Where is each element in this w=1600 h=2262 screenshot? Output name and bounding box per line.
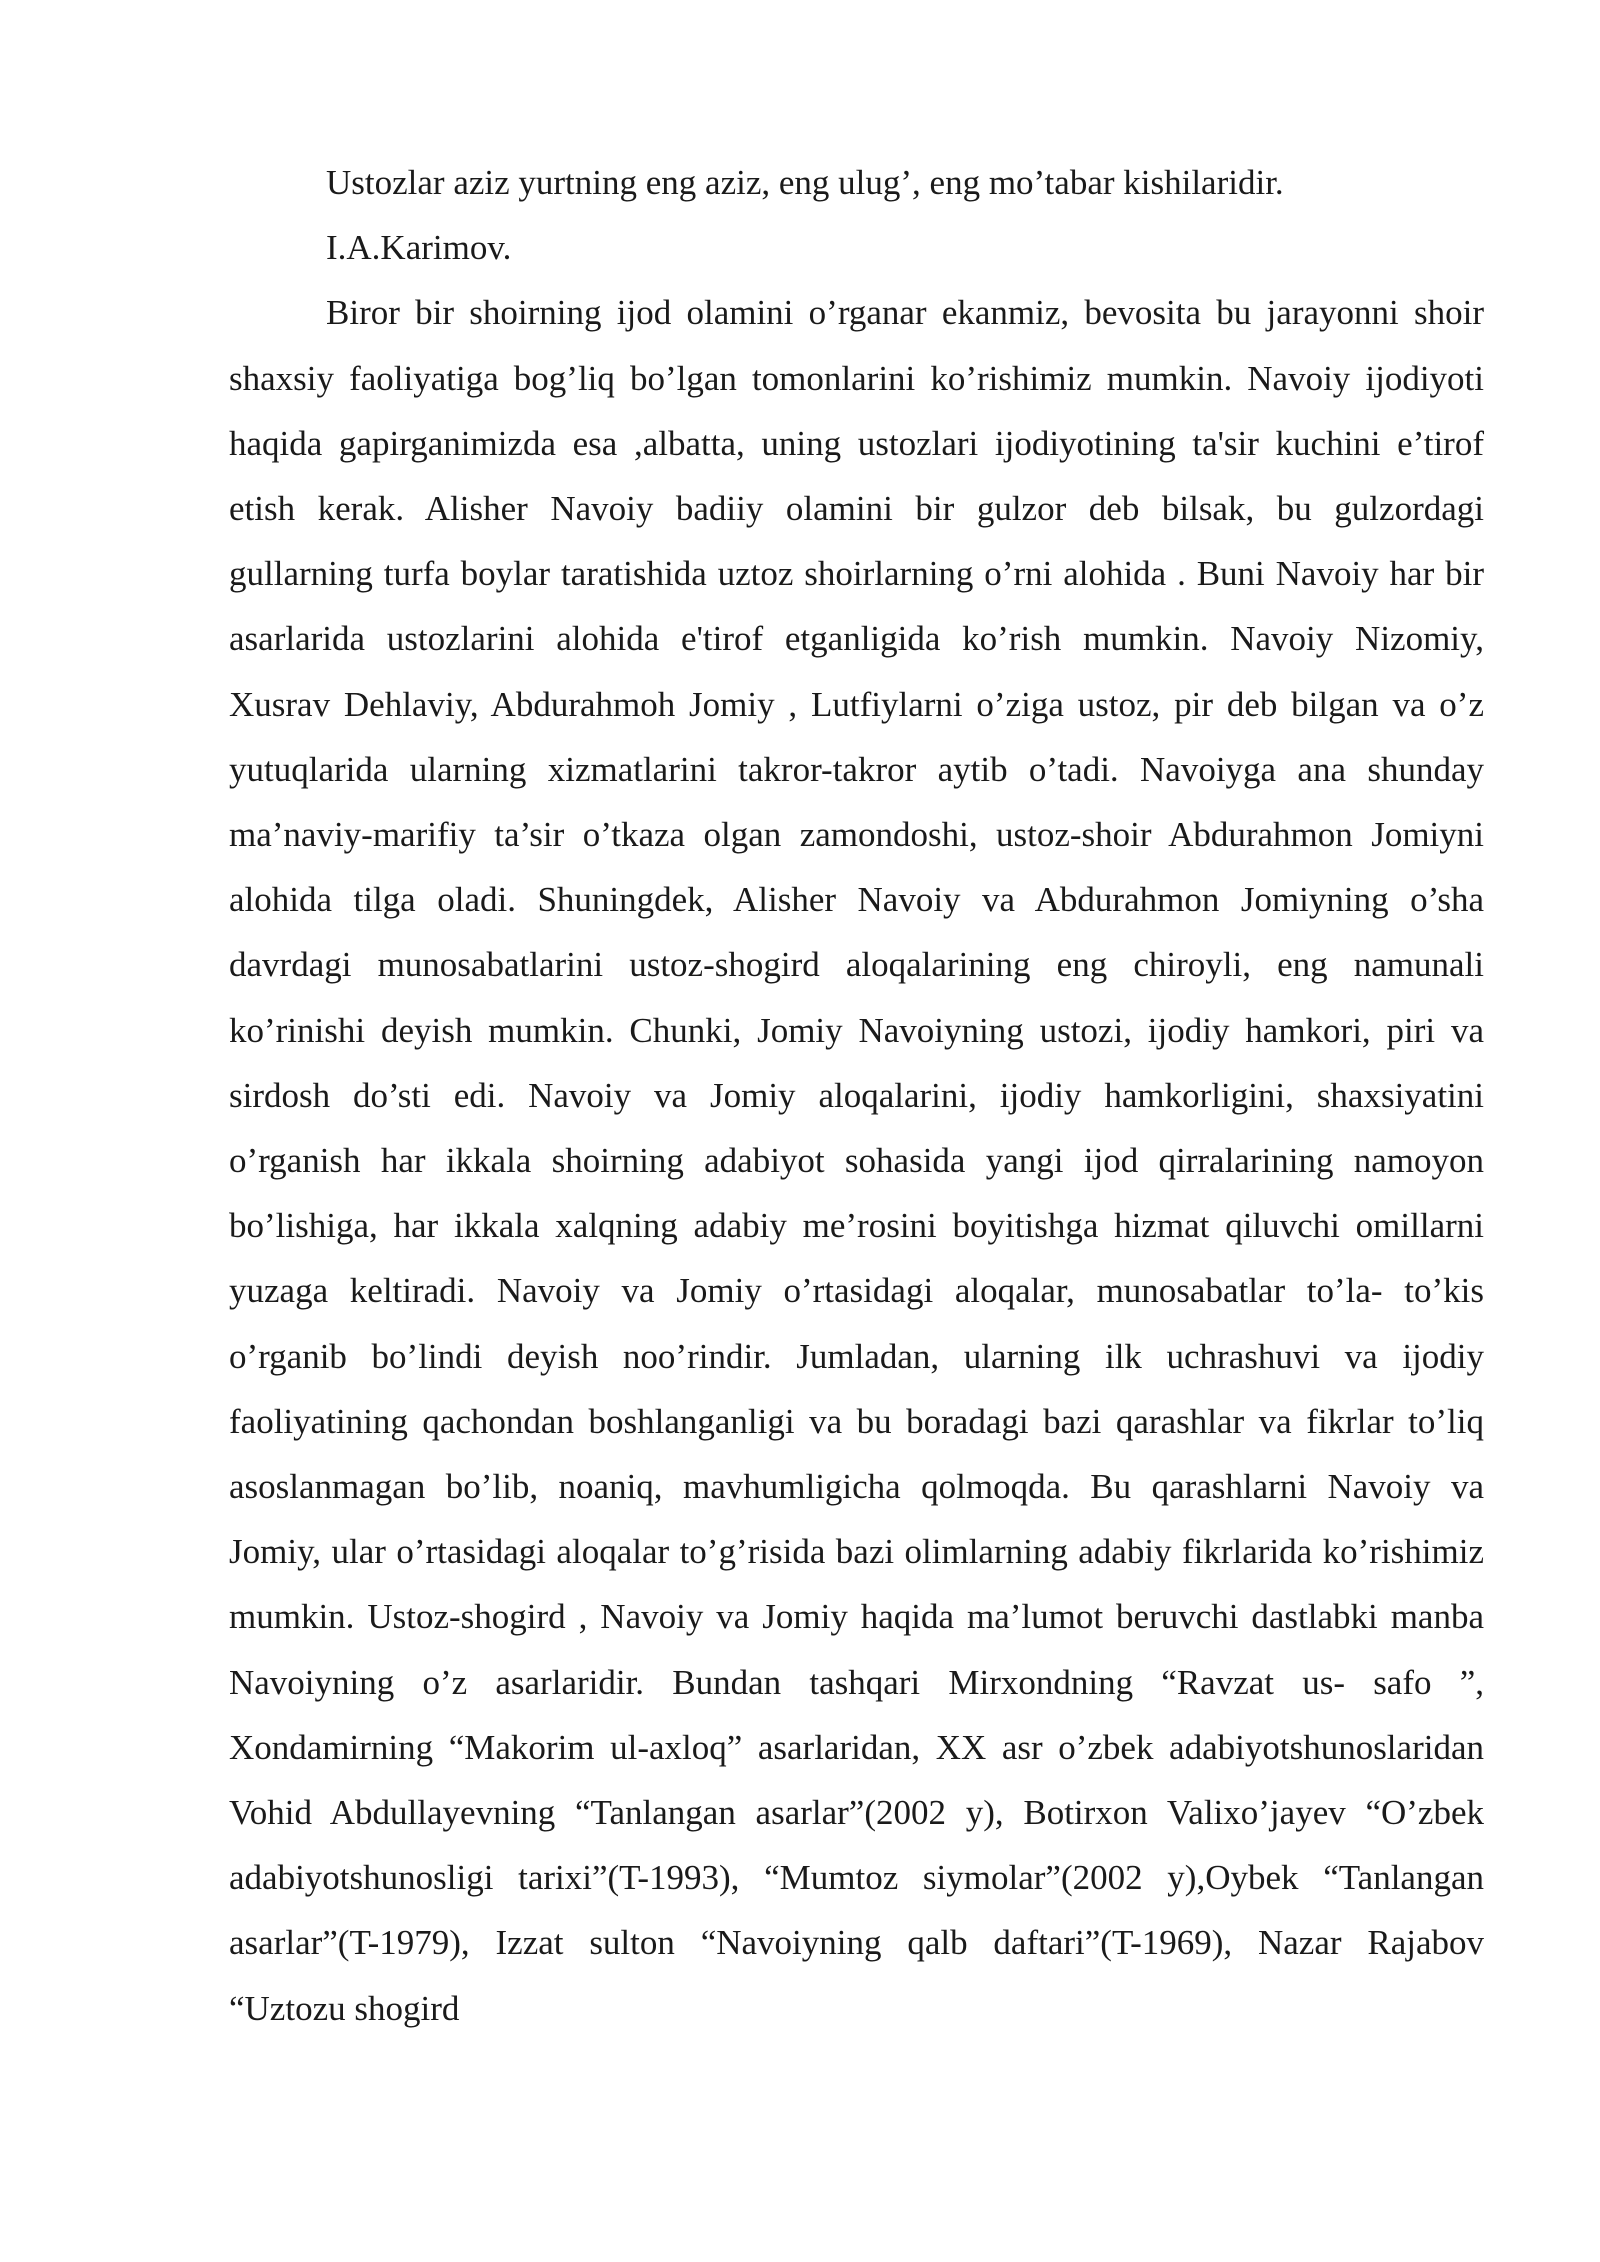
epigraph-author: I.A.Karimov. (326, 228, 512, 268)
epigraph-quote: Ustozlar aziz yurtning eng aziz, eng ulug’, eng mo’tabar kishilaridir. (326, 163, 1284, 202)
body-paragraph: Biror bir shoirning ijod olamini o’rganar ekanmiz, bevosita bu jarayonni shoir shaxsiy faoliyatiga bog’liq bo’lgan tomonlarini ko’rishimiz mumkin. Navoiy ijodiyoti haqida gapirganimizda esa ,albatta, uning ustozlari ijodiyotining ta'sir kuchini e’tirof etish kerak. Alisher Navoiy badiiy olamini bir gulzor deb bilsak, bu gulzordagi gullarning turfa boylar taratishida uztoz shoirlarning o’rni alohida . Buni Navoiy har bir asarlarida ustozlarini alohida e'tirof etganligida ko’rish mumkin. Navoiy Nizomiy, Xusrav Dehlaviy, Abdurahmoh Jomiy , Lutfiylarni o’ziga ustoz, pir deb bilgan va o’z yutuqlarida ularning xizmatlarini takror-takror aytib o’tadi. Navoiyga ana shunday ma’naviy-marifiy ta’sir o’tkaza olgan zamondoshi, ustoz-shoir Abdurahmon Jomiyni alohida tilga oladi. Shuningdek, Alisher Navoiy va Abdurahmon Jomiyning o’sha davrdagi munosabatlarini ustoz-shogird aloqalarining eng chiroyli, eng namunali ko’rinishi deyish mumkin. Chunki, Jomiy Navoiyning ustozi, ijodiy hamkori, piri va sirdosh do’sti edi. Navoiy va Jomiy aloqalarini, ijodiy hamkorligini, shaxsiyatini o’rganish har ikkala shoirning adabiyot sohasida yangi ijod qirralarining namoyon bo’lishiga, har ikkala xalqning adabiy me’rosini boyitishga hizmat qiluvchi omillarni yuzaga keltiradi. Navoiy va Jomiy o’rtasidagi aloqalar, munosabatlar to’la- to’kis o’rganib bo’lindi deyish noo’rindir. Jumladan, ularning ilk uchrashuvi va ijodiy faoliyatining qachondan boshlanganligi va bu boradagi bazi qarashlar va fikrlar to’liq asoslanmagan bo’lib, noaniq, mavhumligicha qolmoqda. Bu qarashlarni Navoiy va Jomiy, ular o’rtasidagi aloqalar to’g’risida bazi olimlarning adabiy fikrlarida ko’rishimiz mumkin. Ustoz-shogird , Navoiy va Jomiy haqida ma’lumot beruvchi dastlabki manba Navoiyning o’z asarlaridir. Bundan tashqari Mirxondning “Ravzat us- safo ”, Xondamirning “Makorim ul-axloq” asarlaridan, XX asr o’zbek adabiyotshunoslaridan Vohid Abdullayevning “Tanlangan asarlar”(2002 y), Botirxon Valixo’jayev “O’zbek adabiyotshunosligi tarixi”(T-1993), “Mumtoz siymolar”(2002 y),Oybek “Tanlangan asarlar”(T-1979), Izzat sulton “Navoiyning qalb daftari”(T-1969), Nazar Rajabov “Uztozu shogird (229, 293, 1484, 2028)
document-text (229, 150, 1484, 2041)
